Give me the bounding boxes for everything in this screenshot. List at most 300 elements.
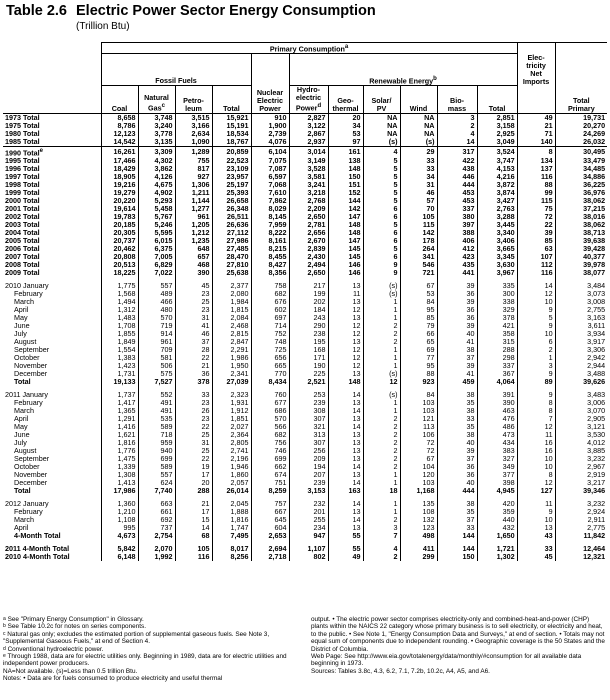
table-cell: 238 [289, 330, 328, 338]
consumption-table [3, 42, 607, 561]
table-cell: 14 [175, 524, 212, 532]
table-cell: 802 [289, 553, 328, 561]
table-cell: 1,747 [212, 524, 251, 532]
footnote: output. • The electric power sector comprises electricity-only and combined-heat-and-power (CHP) plants within the NAICS 22 category whose primary business is to sell electricity, or electricity and heat, to the public. • See Note 1, "Energy Consumption Data and Surveys," at end of section. • Totals may not equal sum of components due to independent rounding. • Geographic coverage is the 50 States and the District of Columbia. [311, 616, 605, 653]
table-cell: 178 [400, 237, 437, 245]
table-cell: 45 [517, 553, 555, 561]
table-cell: 2,925 [477, 130, 517, 138]
table-cell: 3,008 [555, 298, 607, 306]
header-fossil-group: Fossil Fuels [101, 54, 251, 86]
table-cell: 1 [363, 306, 400, 314]
table-cell: 6,829 [138, 261, 175, 269]
table-cell: 1,483 [101, 314, 138, 322]
table-cell: 20,859 [212, 146, 251, 157]
table-cell: 105 [175, 545, 212, 553]
table-cell: 148 [328, 229, 363, 237]
table-cell: 25 [175, 298, 212, 306]
row-label: December [14, 370, 48, 379]
table-cell: 36,976 [555, 189, 607, 197]
table-row [3, 524, 607, 532]
table-cell: 3,163 [555, 314, 607, 322]
table-cell: 3,778 [138, 130, 175, 138]
table-cell: 39,978 [555, 261, 607, 269]
table-cell: 14 [328, 500, 363, 508]
table-cell: 148 [328, 221, 363, 229]
table-cell: 13 [328, 471, 363, 479]
table-cell: 3,049 [477, 138, 517, 147]
table-cell: 3,484 [555, 282, 607, 290]
table-cell: 4 [363, 146, 400, 157]
table-cell: 13 [328, 508, 363, 516]
table-cell: 337 [437, 205, 477, 213]
table-cell: 14 [437, 138, 477, 147]
table-cell: (s) [400, 138, 437, 147]
table-cell: 33 [437, 524, 477, 532]
header-biomass: Bio- mass [437, 86, 477, 113]
table-cell: 144 [437, 532, 477, 540]
table-row [3, 431, 607, 439]
table-cell: 411 [400, 545, 437, 553]
table-cell: 2,754 [138, 532, 175, 540]
table-cell: 2,057 [212, 479, 251, 487]
table-row [3, 399, 607, 407]
table-cell: 13 [328, 282, 363, 290]
table-cell: 33,479 [555, 157, 607, 165]
table-cell: 349 [477, 463, 517, 471]
table-cell: 317 [437, 146, 477, 157]
footnote: Web Page: See http://www.eia.gov/totalenergy/data/monthly/#consumption for all available data beginning in 1973. [311, 653, 582, 668]
table-cell: 463 [477, 407, 517, 415]
table-cell: 2 [363, 439, 400, 447]
table-cell: 77 [400, 354, 437, 362]
table-cell: 12 [328, 306, 363, 314]
table-cell: 135 [400, 500, 437, 508]
table-cell: 961 [138, 338, 175, 346]
table-cell: 2,924 [555, 508, 607, 516]
table-row [3, 391, 607, 399]
table-cell: 3,073 [555, 290, 607, 298]
table-cell: 138 [328, 157, 363, 165]
table-cell: 3,345 [477, 253, 517, 261]
table-cell: 39 [437, 322, 477, 330]
table-cell: 19,216 [101, 181, 138, 189]
table-cell: 28,470 [212, 253, 251, 261]
table-cell: 1,731 [101, 370, 138, 378]
table-cell: 1,900 [251, 122, 289, 130]
table-cell: 49 [328, 553, 363, 561]
row-label: February [14, 508, 43, 517]
table-cell: 709 [138, 346, 175, 354]
table-row [3, 157, 607, 165]
table-cell: 68 [175, 532, 212, 540]
table-cell: 390 [477, 399, 517, 407]
table-cell: 2,468 [212, 322, 251, 330]
table-cell: 1,475 [101, 455, 138, 463]
table-cell: 34 [328, 122, 363, 130]
table-cell: 6,597 [251, 173, 289, 181]
table-row [3, 370, 607, 378]
table-cell: 71 [517, 130, 555, 138]
table-cell: 2,847 [212, 338, 251, 346]
table-cell: 1 [363, 399, 400, 407]
table-cell: 506 [138, 362, 175, 370]
table-cell: 1,708 [101, 322, 138, 330]
row-label: 2011 January [5, 391, 49, 400]
table-cell: 123 [400, 524, 437, 532]
table-cell: 473 [477, 431, 517, 439]
row-label: August [14, 338, 37, 347]
table-cell: 39,428 [555, 245, 607, 253]
table-cell: 103 [400, 479, 437, 487]
table-cell: 2,323 [212, 391, 251, 399]
table-cell: 2,694 [251, 545, 289, 553]
table-cell: 19,614 [101, 205, 138, 213]
table-cell: 1,851 [212, 415, 251, 423]
table-cell: 253 [289, 391, 328, 399]
table-row [3, 189, 607, 197]
table-cell: 1,383 [101, 354, 138, 362]
table-cell: 1,816 [101, 439, 138, 447]
table-cell: 34,485 [555, 165, 607, 173]
table-cell: 40 [437, 330, 477, 338]
table-cell: 1 [363, 500, 400, 508]
table-cell: 57 [400, 197, 437, 205]
table-row [3, 237, 607, 245]
row-label: November [14, 471, 48, 480]
table-cell: 264 [400, 245, 437, 253]
footnote: $^b$ See Table 10.2c for notes on series components. [3, 623, 146, 631]
row-label: February [14, 399, 43, 408]
table-cell: 1,210 [101, 508, 138, 516]
table-cell: 444 [437, 487, 477, 495]
table-cell: 10 [517, 455, 555, 463]
table-cell: 4,153 [477, 165, 517, 173]
table-cell: 1,950 [212, 362, 251, 370]
table-cell: 6 [363, 253, 400, 261]
table-cell: 2,027 [212, 423, 251, 431]
table-cell: 36 [175, 370, 212, 378]
table-cell: 7,005 [138, 253, 175, 261]
table-cell: 13 [328, 314, 363, 322]
table-cell: 18,767 [212, 138, 251, 147]
table-row [3, 165, 607, 173]
row-label: June [14, 431, 30, 440]
table-cell: 8,029 [251, 205, 289, 213]
header-geothermal: Geo- thermal [328, 86, 363, 113]
table-row [3, 130, 607, 138]
table-cell: 752 [251, 330, 289, 338]
table-cell: 290 [289, 322, 328, 330]
table-cell: 2 [363, 447, 400, 455]
table-cell: 18,905 [101, 173, 138, 181]
table-cell: 7,495 [212, 532, 251, 540]
table-cell: 145 [328, 253, 363, 261]
table-row [3, 261, 607, 269]
table-cell: 3,524 [477, 146, 517, 157]
table-cell: 2,905 [555, 415, 607, 423]
row-label: 1998 Total [5, 181, 40, 190]
table-cell: 107 [517, 253, 555, 261]
table-cell: 5 [363, 165, 400, 173]
table-cell: 38 [437, 431, 477, 439]
row-label: 2009 Total [5, 269, 40, 278]
table-cell: 2,634 [175, 130, 212, 138]
table-cell: (s) [363, 138, 400, 147]
table-cell: 1,992 [138, 553, 175, 561]
table-number: Table 2.6 [6, 3, 67, 19]
table-row [3, 455, 607, 463]
table-cell: 2 [363, 553, 400, 561]
table-cell: 337 [477, 362, 517, 370]
table-cell: 676 [251, 298, 289, 306]
table-cell: 498 [400, 532, 437, 540]
table-cell: 645 [251, 516, 289, 524]
table-cell: 16,261 [101, 146, 138, 157]
table-cell: 4,064 [477, 378, 517, 386]
table-cell: 557 [138, 471, 175, 479]
table-cell: 33 [175, 391, 212, 399]
table-cell: 207 [289, 471, 328, 479]
table-cell: 66 [400, 330, 437, 338]
table-cell: 45 [175, 282, 212, 290]
table-cell: 2,739 [251, 130, 289, 138]
table-cell: 1,776 [101, 447, 138, 455]
table-cell: 486 [477, 423, 517, 431]
table-cell: 1,984 [212, 298, 251, 306]
table-cell: 147 [328, 213, 363, 221]
table-cell: 38,077 [555, 269, 607, 277]
table-cell: 2,377 [212, 282, 251, 290]
row-label: April [14, 524, 29, 533]
header-petroleum: Petro- leum [175, 86, 212, 113]
table-cell: 2,967 [555, 463, 607, 471]
table-cell: 1,986 [212, 354, 251, 362]
table-cell: 662 [251, 463, 289, 471]
table-cell: 10 [517, 516, 555, 524]
row-label: May [14, 423, 28, 432]
table-cell: 3,530 [555, 431, 607, 439]
table-cell: 37 [175, 338, 212, 346]
table-cell: 12 [328, 346, 363, 354]
table-cell: 1,721 [477, 545, 517, 553]
table-cell: 14 [328, 463, 363, 471]
table-cell: 40 [437, 479, 477, 487]
table-cell: 9 [517, 508, 555, 516]
table-row [3, 197, 607, 205]
table-cell: 152 [328, 189, 363, 197]
table-cell: 3,241 [289, 181, 328, 189]
table-cell: 22,523 [212, 157, 251, 165]
table-cell: 55 [328, 545, 363, 553]
table-cell: 103 [400, 399, 437, 407]
table-cell: 225 [289, 370, 328, 378]
table-cell: 9 [517, 391, 555, 399]
row-label: April [14, 415, 29, 424]
table-cell: 959 [138, 439, 175, 447]
table-cell: 20 [175, 479, 212, 487]
table-cell: 31 [175, 314, 212, 322]
table-cell: 489 [138, 290, 175, 298]
row-label: February [14, 290, 43, 299]
table-cell: 2,867 [289, 130, 328, 138]
row-label: 4-Month Total [14, 532, 61, 541]
table-cell: 602 [251, 306, 289, 314]
table-cell: (s) [363, 370, 400, 378]
table-cell: 466 [138, 298, 175, 306]
table-cell: 453 [437, 189, 477, 197]
table-cell: 288 [477, 346, 517, 354]
table-cell: 19,279 [101, 189, 138, 197]
row-label: 1999 Total [5, 189, 40, 198]
table-cell: 1,621 [101, 431, 138, 439]
table-cell: 13 [328, 524, 363, 532]
table-cell: 33 [400, 165, 437, 173]
table-cell: 552 [138, 391, 175, 399]
header-coal: Coal [101, 86, 138, 113]
table-cell: 3,483 [555, 391, 607, 399]
table-cell: 84 [400, 391, 437, 399]
table-cell: 12,123 [101, 130, 138, 138]
table-cell: 557 [138, 282, 175, 290]
table-cell: 3,934 [555, 330, 607, 338]
table-cell: 335 [477, 282, 517, 290]
table-cell: 115 [517, 197, 555, 205]
table-cell: 1,308 [101, 471, 138, 479]
row-label: July [14, 439, 27, 448]
row-label: December [14, 479, 48, 488]
table-row [3, 508, 607, 516]
table-cell: 6,015 [138, 237, 175, 245]
table-cell: 39,346 [555, 487, 607, 495]
table-row [3, 229, 607, 237]
table-cell: NA [400, 130, 437, 138]
table-cell: 575 [138, 370, 175, 378]
table-cell: 770 [251, 370, 289, 378]
row-label: 2001 Total [5, 205, 40, 214]
table-cell: 421 [477, 322, 517, 330]
table-cell: 20,305 [101, 229, 138, 237]
table-cell: 1,860 [212, 471, 251, 479]
table-cell: 36 [437, 306, 477, 314]
table-cell: 6,104 [251, 146, 289, 157]
header-renewable-group: Renewable Energy$^b$ [289, 54, 517, 86]
table-cell: 116 [175, 553, 212, 561]
table-cell: 9 [363, 269, 400, 277]
table-row [3, 181, 607, 189]
table-cell: 9 [517, 322, 555, 330]
table-cell: 3 [363, 524, 400, 532]
footnote: $^d$ Conventional hydroelectric power. [3, 645, 104, 653]
table-cell: 2,070 [138, 545, 175, 553]
table-cell: 453 [437, 197, 477, 205]
table-cell: 1 [363, 354, 400, 362]
table-cell: 38,062 [555, 221, 607, 229]
table-cell: 3,340 [477, 229, 517, 237]
header-natural-gas: Natural Gas$^c$ [138, 86, 175, 113]
table-cell: 23 [175, 290, 212, 298]
table-cell: 624 [138, 479, 175, 487]
table-cell: 21 [517, 122, 555, 130]
row-label: June [14, 322, 30, 331]
table-cell: 1,737 [101, 391, 138, 399]
table-cell: 7,068 [251, 181, 289, 189]
table-cell: 142 [400, 229, 437, 237]
table-cell: 24,269 [555, 130, 607, 138]
table-cell: 121 [400, 415, 437, 423]
table-cell: 2,080 [212, 290, 251, 298]
table-cell: 2,851 [477, 113, 517, 122]
table-cell: 3,747 [477, 157, 517, 165]
table-cell: 75 [517, 205, 555, 213]
table-cell: 63 [517, 245, 555, 253]
table-cell: 1,212 [175, 229, 212, 237]
table-cell: 313 [289, 431, 328, 439]
table-row [3, 314, 607, 322]
table-cell: 84 [400, 298, 437, 306]
row-label: October [14, 354, 40, 363]
table-cell: 2,768 [289, 197, 328, 205]
table-cell: 751 [251, 479, 289, 487]
table-cell: 256 [289, 447, 328, 455]
table-cell: 41 [437, 370, 477, 378]
table-cell: 13 [328, 338, 363, 346]
table-cell: 37 [437, 455, 477, 463]
table-cell: 142 [328, 205, 363, 213]
table-cell: 6 [363, 229, 400, 237]
table-cell: 2,209 [289, 205, 328, 213]
table-cell: 923 [400, 378, 437, 386]
table-cell: 2,919 [555, 471, 607, 479]
table-cell: 1,775 [101, 282, 138, 290]
table-cell: 8,161 [251, 237, 289, 245]
table-cell: 12 [328, 354, 363, 362]
table-row [3, 213, 607, 221]
table-cell: 2,670 [289, 237, 328, 245]
table-row [3, 298, 607, 306]
table-cell: 757 [251, 500, 289, 508]
table-cell: 1,855 [101, 330, 138, 338]
table-cell: 961 [175, 213, 212, 221]
footnote: NA=Not available. (s)=Less than 0.5 trillion Btu. [3, 667, 138, 675]
table-cell: 3,166 [175, 122, 212, 130]
table-cell: 1,413 [101, 479, 138, 487]
table-cell: 1,312 [101, 306, 138, 314]
table-cell: 20,737 [101, 237, 138, 245]
row-label: Total [14, 487, 31, 496]
table-cell: 4,945 [477, 487, 517, 495]
table-cell: 665 [251, 362, 289, 370]
table-cell: 33 [517, 545, 555, 553]
table-row [3, 362, 607, 370]
row-label: Total [14, 378, 31, 387]
table-cell: 103 [400, 407, 437, 415]
table-cell: 194 [289, 463, 328, 471]
table-cell: 168 [289, 346, 328, 354]
table-cell: 26,511 [212, 213, 251, 221]
header-hydro: Hydro- electric Power$^d$ [289, 86, 328, 113]
table-cell: 39,626 [555, 378, 607, 386]
table-cell: 1,849 [101, 338, 138, 346]
table-cell: 434 [477, 439, 517, 447]
row-label: 2010 January [5, 282, 49, 291]
table-row [3, 487, 607, 495]
table-row [3, 282, 607, 290]
table-row [3, 122, 607, 130]
row-label: 1975 Total [5, 121, 40, 130]
table-cell: 234 [289, 524, 328, 532]
table-cell: 2,937 [289, 138, 328, 147]
table-cell: 2,741 [212, 447, 251, 455]
